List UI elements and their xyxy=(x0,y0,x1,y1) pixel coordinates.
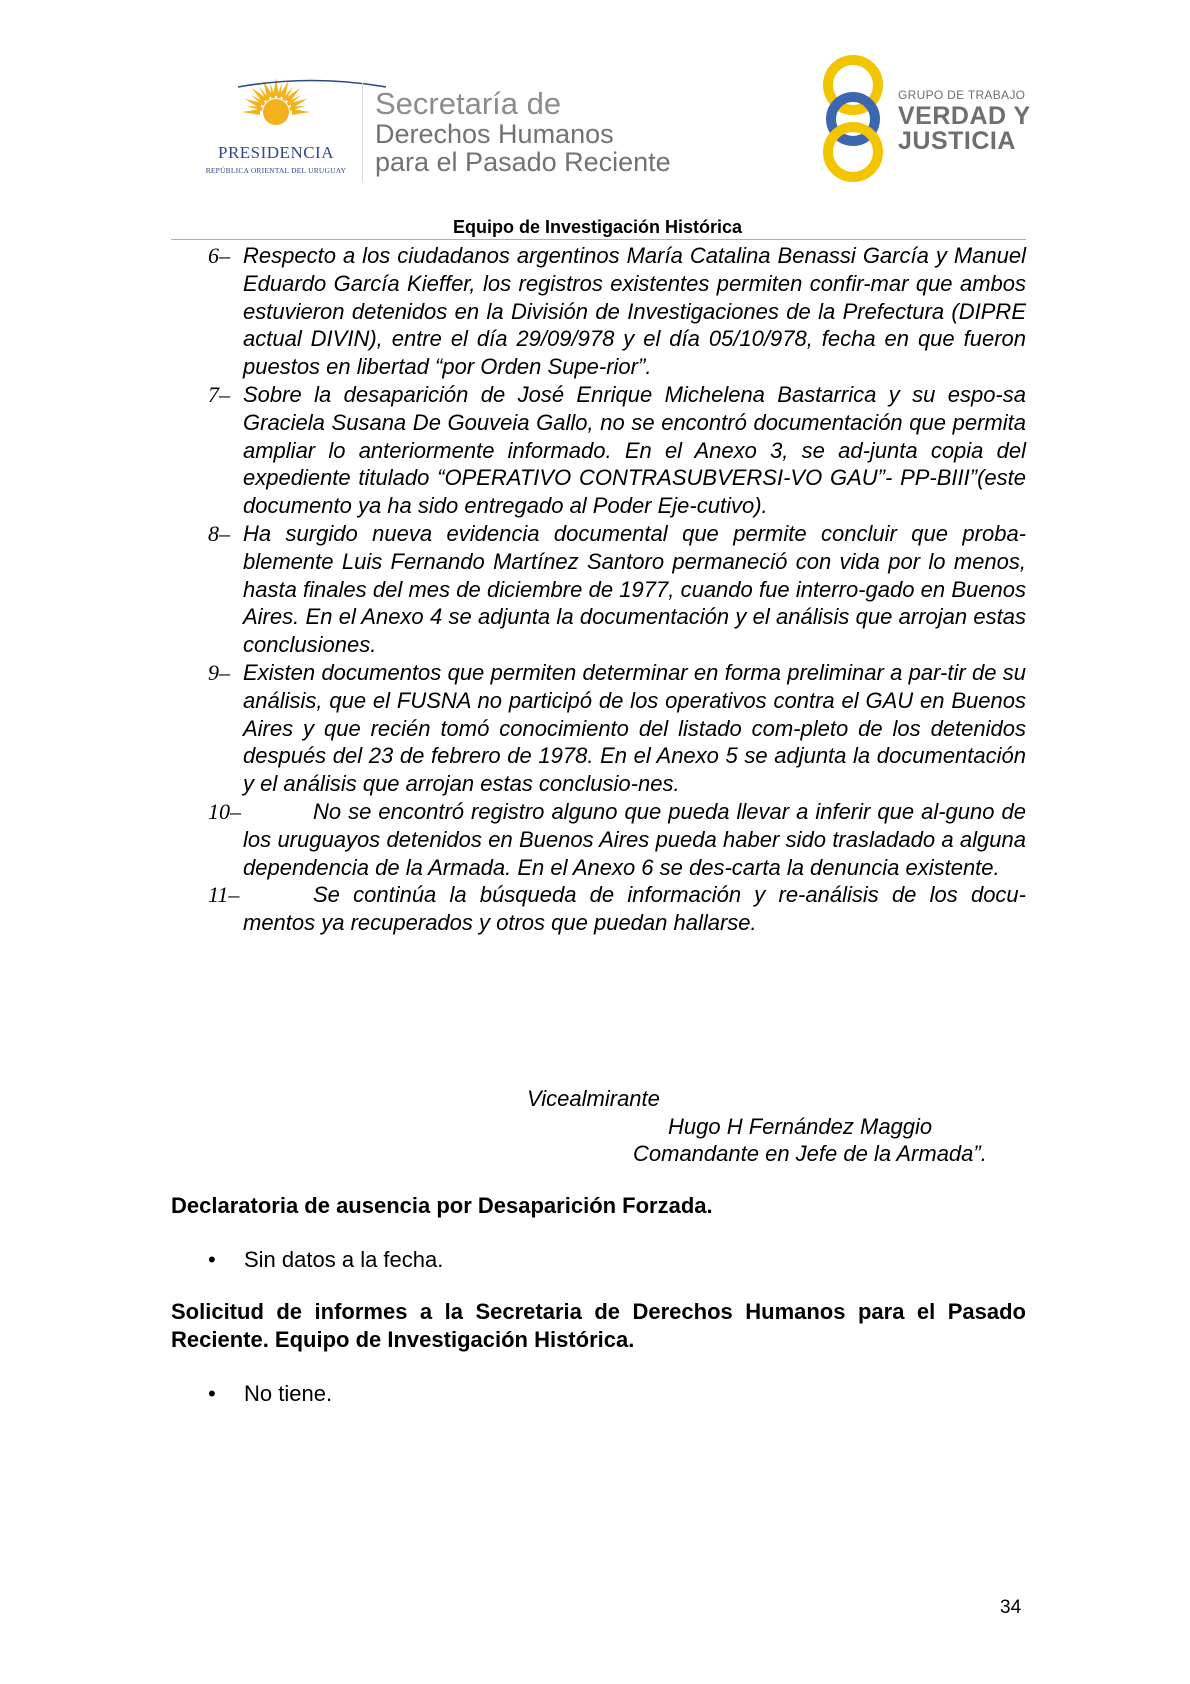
verdad-justicia-logo xyxy=(820,55,1040,185)
secretaria-line1: Secretaría de xyxy=(375,86,562,121)
item-text: Sobre la desaparición de José Enrique Michelena Bastarrica y su espo-sa Graciela Susana De Gouveia Gallo, no se encontró documentación que permita ampliar lo anteriormente informado. En el Anexo 3, se ad-junta copia del expediente titulado “OPERATIVO CONTRASUBVERSI-VO GAU”- PP-BIII”(este documento ya ha sido entregado al Poder Eje-cutivo). xyxy=(243,381,1026,519)
list-item xyxy=(171,520,1026,659)
item-text-wrapper xyxy=(243,881,1026,937)
secretaria-line3: para el Pasado Reciente xyxy=(375,147,671,177)
presidencia-arc-icon xyxy=(236,78,388,88)
interlocking-rings-icon xyxy=(820,55,890,183)
item-text: Se continúa la búsqueda de información y re-análisis de los docu-mentos ya recuperados y otros que puedan hallarse. xyxy=(243,882,1026,936)
header-rule xyxy=(171,239,1026,240)
declaratoria-heading: Declaratoria de ausencia por Desaparición Forzada. xyxy=(171,1193,713,1218)
item-number: 11– xyxy=(208,882,240,908)
item-text: Ha surgido nueva evidencia documental que permite concluir que proba-blemente Luis Fernando Martínez Santoro permaneció con vida por lo menos, hasta finales del mes de diciembre de 1977, cuando fue interro-gado en Buenos Aires. En el Anexo 4 se adjunta la documentación y el análisis que arrojan estas conclusiones. xyxy=(243,520,1026,658)
secretaria-logo-text xyxy=(375,88,705,176)
list-item xyxy=(171,242,1026,381)
presidencia-subtitle: REPÚBLICA ORIENTAL DEL URUGUAY xyxy=(205,166,347,175)
grupo-big-label-2: JUSTICIA xyxy=(898,127,1016,155)
logo-divider xyxy=(362,82,363,182)
item-text: Respecto a los ciudadanos argentinos María Catalina Benassi García y Manuel Eduardo García Kieffer, los registros existentes permiten confir-mar que ambos estuvieron detenidos en la División de Investigaciones de la Prefectura (DIPRE actual DIVIN), entre el día 29/09/978 y el día 05/10/978, fecha en que fueron puestos en libertad “por Orden Supe-rior”. xyxy=(243,243,1026,380)
list-item xyxy=(171,881,1026,937)
item-number: 9– xyxy=(208,659,230,685)
grupo-small-label: GRUPO DE TRABAJO xyxy=(898,88,1026,102)
presidencia-title: PRESIDENCIA xyxy=(217,143,334,162)
page-header xyxy=(0,0,1190,237)
signature-rank: Vicealmirante xyxy=(527,1086,660,1111)
grupo-big-label-1: VERDAD Y xyxy=(898,102,1031,130)
list-item xyxy=(171,659,1026,798)
item-number: 7– xyxy=(208,381,230,407)
item-number: 10– xyxy=(208,798,241,824)
numbered-findings-list xyxy=(171,242,1026,937)
item-number: 8– xyxy=(208,520,230,546)
list-item xyxy=(171,798,1026,881)
bullet-icon: • xyxy=(208,1381,216,1406)
page-number: 34 xyxy=(1000,1597,1022,1618)
signature-name: Hugo H Fernández Maggio xyxy=(668,1114,933,1139)
item-text: No se encontró registro alguno que pueda llevar a inferir que al-guno de los uruguayos detenidos en Buenos Aires pueda haber sido trasladado a alguna dependencia de la Armada. En el Anexo 6 se des-carta la denuncia existente. xyxy=(243,798,1026,880)
item-number: 6– xyxy=(208,243,230,268)
item-text-wrapper xyxy=(243,798,1026,881)
bullet-text: Sin datos a la fecha. xyxy=(244,1247,444,1272)
team-heading: Equipo de Investigación Histórica xyxy=(452,217,743,237)
item-text: Existen documentos que permiten determinar en forma preliminar a par-tir de su análisis, que el FUSNA no participó de los operativos contra el GAU en Buenos Aires y que recién tomó conocimiento del listado com-pleto de los detenidos después del 23 de febrero de 1978. En el Anexo 5 se adjunta la documentación y el análisis que arrojan estas conclusio-nes. xyxy=(243,659,1026,797)
secretaria-line2: Derechos Humanos xyxy=(375,119,614,149)
solicitud-heading: Solicitud de informes a la Secretaria de Derechos Humanos para el Pasado Reciente. Equipo de Investigación Histórica. xyxy=(171,1299,1026,1352)
signature-title: Comandante en Jefe de la Armada”. xyxy=(633,1141,987,1166)
bullet-text: No tiene. xyxy=(244,1381,333,1406)
presidencia-logo xyxy=(196,78,356,178)
bullet-icon: • xyxy=(208,1247,216,1272)
list-item xyxy=(171,381,1026,520)
